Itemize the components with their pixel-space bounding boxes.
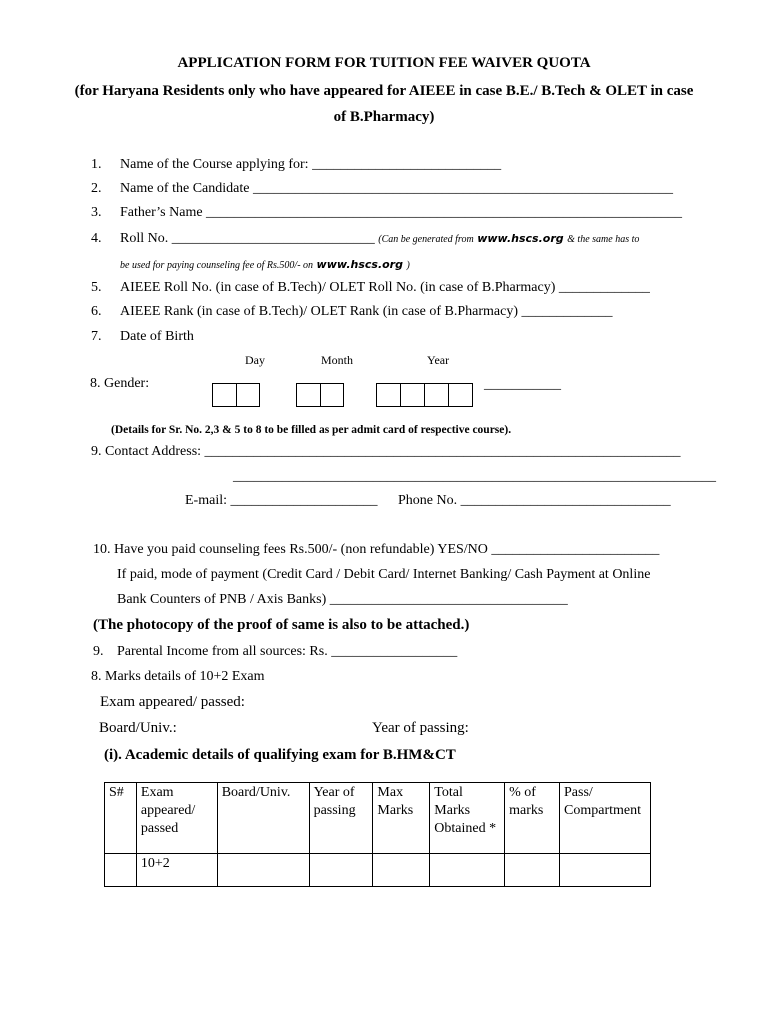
roll-no-note: (Can be generated from bbox=[378, 234, 474, 245]
field-1-number: 1. bbox=[91, 157, 102, 172]
payment-mode-line: If paid, mode of payment (Credit Card / Debit Card/ Internet Banking/ Cash Payment at Online bbox=[117, 567, 651, 582]
cell-board[interactable] bbox=[217, 854, 309, 887]
dob-day-label: Day bbox=[245, 353, 265, 367]
roll-no-note-2: & the same has to bbox=[567, 234, 640, 245]
photocopy-note: (The photocopy of the proof of same is also to be attached.) bbox=[93, 617, 470, 633]
col-board: Board/Univ. bbox=[217, 783, 309, 854]
cell-total-marks[interactable] bbox=[430, 854, 505, 887]
cell-sno[interactable] bbox=[105, 854, 137, 887]
candidate-name-field[interactable]: Name of the Candidate ____________________________________________________________ bbox=[120, 181, 673, 196]
col-total-marks: Total Marks Obtained * bbox=[430, 783, 505, 854]
income-number: 9. bbox=[93, 644, 104, 659]
admit-card-note: (Details for Sr. No. 2,3 & 5 to 8 to be filled as per admit card of respective course). bbox=[111, 424, 512, 436]
year-passing-label: Year of passing: bbox=[372, 720, 469, 736]
cell-year[interactable] bbox=[309, 854, 373, 887]
col-exam: Exam appeared/ passed bbox=[136, 783, 217, 854]
payment-mode-field[interactable]: Bank Counters of PNB / Axis Banks) __________________________________ bbox=[117, 592, 568, 607]
gender-label: 8. Gender: bbox=[90, 376, 150, 391]
col-percent: % of marks bbox=[505, 783, 560, 854]
col-max-marks: Max Marks bbox=[373, 783, 430, 854]
form-subtitle-line2: of B.Pharmacy) bbox=[333, 109, 435, 125]
course-field[interactable]: Name of the Course applying for: ___________________________ bbox=[120, 157, 502, 172]
academic-table bbox=[104, 782, 651, 887]
hscs-link[interactable]: www.hscs.org bbox=[477, 232, 564, 245]
table-header-row bbox=[105, 783, 651, 854]
dob-label: Date of Birth bbox=[120, 329, 194, 344]
cell-exam: 10+2 bbox=[136, 854, 217, 887]
board-univ-label: Board/Univ.: bbox=[99, 720, 177, 736]
col-year: Year of passing bbox=[309, 783, 373, 854]
aieee-roll-field[interactable]: AIEEE Roll No. (in case of B.Tech)/ OLET Roll No. (in case of B.Pharmacy) _____________ bbox=[120, 280, 650, 295]
dob-month-label: Month bbox=[321, 353, 354, 367]
field-5-number: 5. bbox=[91, 280, 102, 295]
exam-appeared-label: Exam appeared/ passed: bbox=[100, 694, 245, 710]
field-6-number: 6. bbox=[91, 304, 102, 319]
cell-percent[interactable] bbox=[505, 854, 560, 887]
dob-year-boxes[interactable] bbox=[376, 383, 473, 407]
table-row bbox=[105, 854, 651, 887]
academic-heading: (i). Academic details of qualifying exam for B.HM&CT bbox=[104, 747, 456, 763]
field-7-number: 7. bbox=[91, 329, 102, 344]
contact-address-field[interactable]: 9. Contact Address: ____________________________________________________________________ bbox=[91, 444, 681, 459]
cell-max-marks[interactable] bbox=[373, 854, 430, 887]
contact-address-line2[interactable]: _____________________________________________________________________ bbox=[233, 469, 716, 484]
field-2-number: 2. bbox=[91, 181, 102, 196]
hscs-link-2[interactable]: www.hscs.org bbox=[316, 258, 403, 271]
form-subtitle-line1: (for Haryana Residents only who have appeared for AIEEE in case B.E./ B.Tech & OLET in case bbox=[74, 83, 694, 99]
aieee-rank-field[interactable]: AIEEE Rank (in case of B.Tech)/ OLET Rank (in case of B.Pharmacy) _____________ bbox=[120, 304, 613, 319]
father-name-field[interactable]: Father’s Name ____________________________________________________________________ bbox=[120, 205, 683, 220]
parental-income-field[interactable]: Parental Income from all sources: Rs. __________________ bbox=[117, 644, 458, 659]
phone-field[interactable]: Phone No. ______________________________ bbox=[398, 493, 671, 508]
roll-no-note-close: ) bbox=[406, 260, 410, 271]
form-title: APPLICATION FORM FOR TUITION FEE WAIVER QUOTA bbox=[177, 55, 591, 71]
field-3-number: 3. bbox=[91, 205, 102, 220]
dob-year-label: Year bbox=[427, 353, 450, 367]
gender-field[interactable]: ___________ bbox=[484, 377, 561, 392]
dob-month-boxes[interactable] bbox=[296, 383, 344, 407]
counseling-fee-field[interactable]: 10. Have you paid counseling fees Rs.500/- (non refundable) YES/NO ________________________ bbox=[93, 542, 660, 557]
dob-day-boxes[interactable] bbox=[212, 383, 260, 407]
col-pass-compartment: Pass/ Compartment bbox=[560, 783, 651, 854]
marks-details-label: 8. Marks details of 10+2 Exam bbox=[91, 669, 265, 684]
roll-no-note-line2 bbox=[120, 257, 410, 273]
roll-no-note-text: be used for paying counseling fee of Rs.500/- on bbox=[120, 260, 314, 271]
col-sno: S# bbox=[105, 783, 137, 854]
cell-pass-compartment[interactable] bbox=[560, 854, 651, 887]
roll-no-field[interactable] bbox=[120, 231, 639, 247]
email-field[interactable]: E-mail: _____________________ bbox=[185, 493, 378, 508]
field-4-number: 4. bbox=[91, 231, 102, 246]
roll-no-label: Roll No. _____________________________ bbox=[120, 231, 375, 246]
